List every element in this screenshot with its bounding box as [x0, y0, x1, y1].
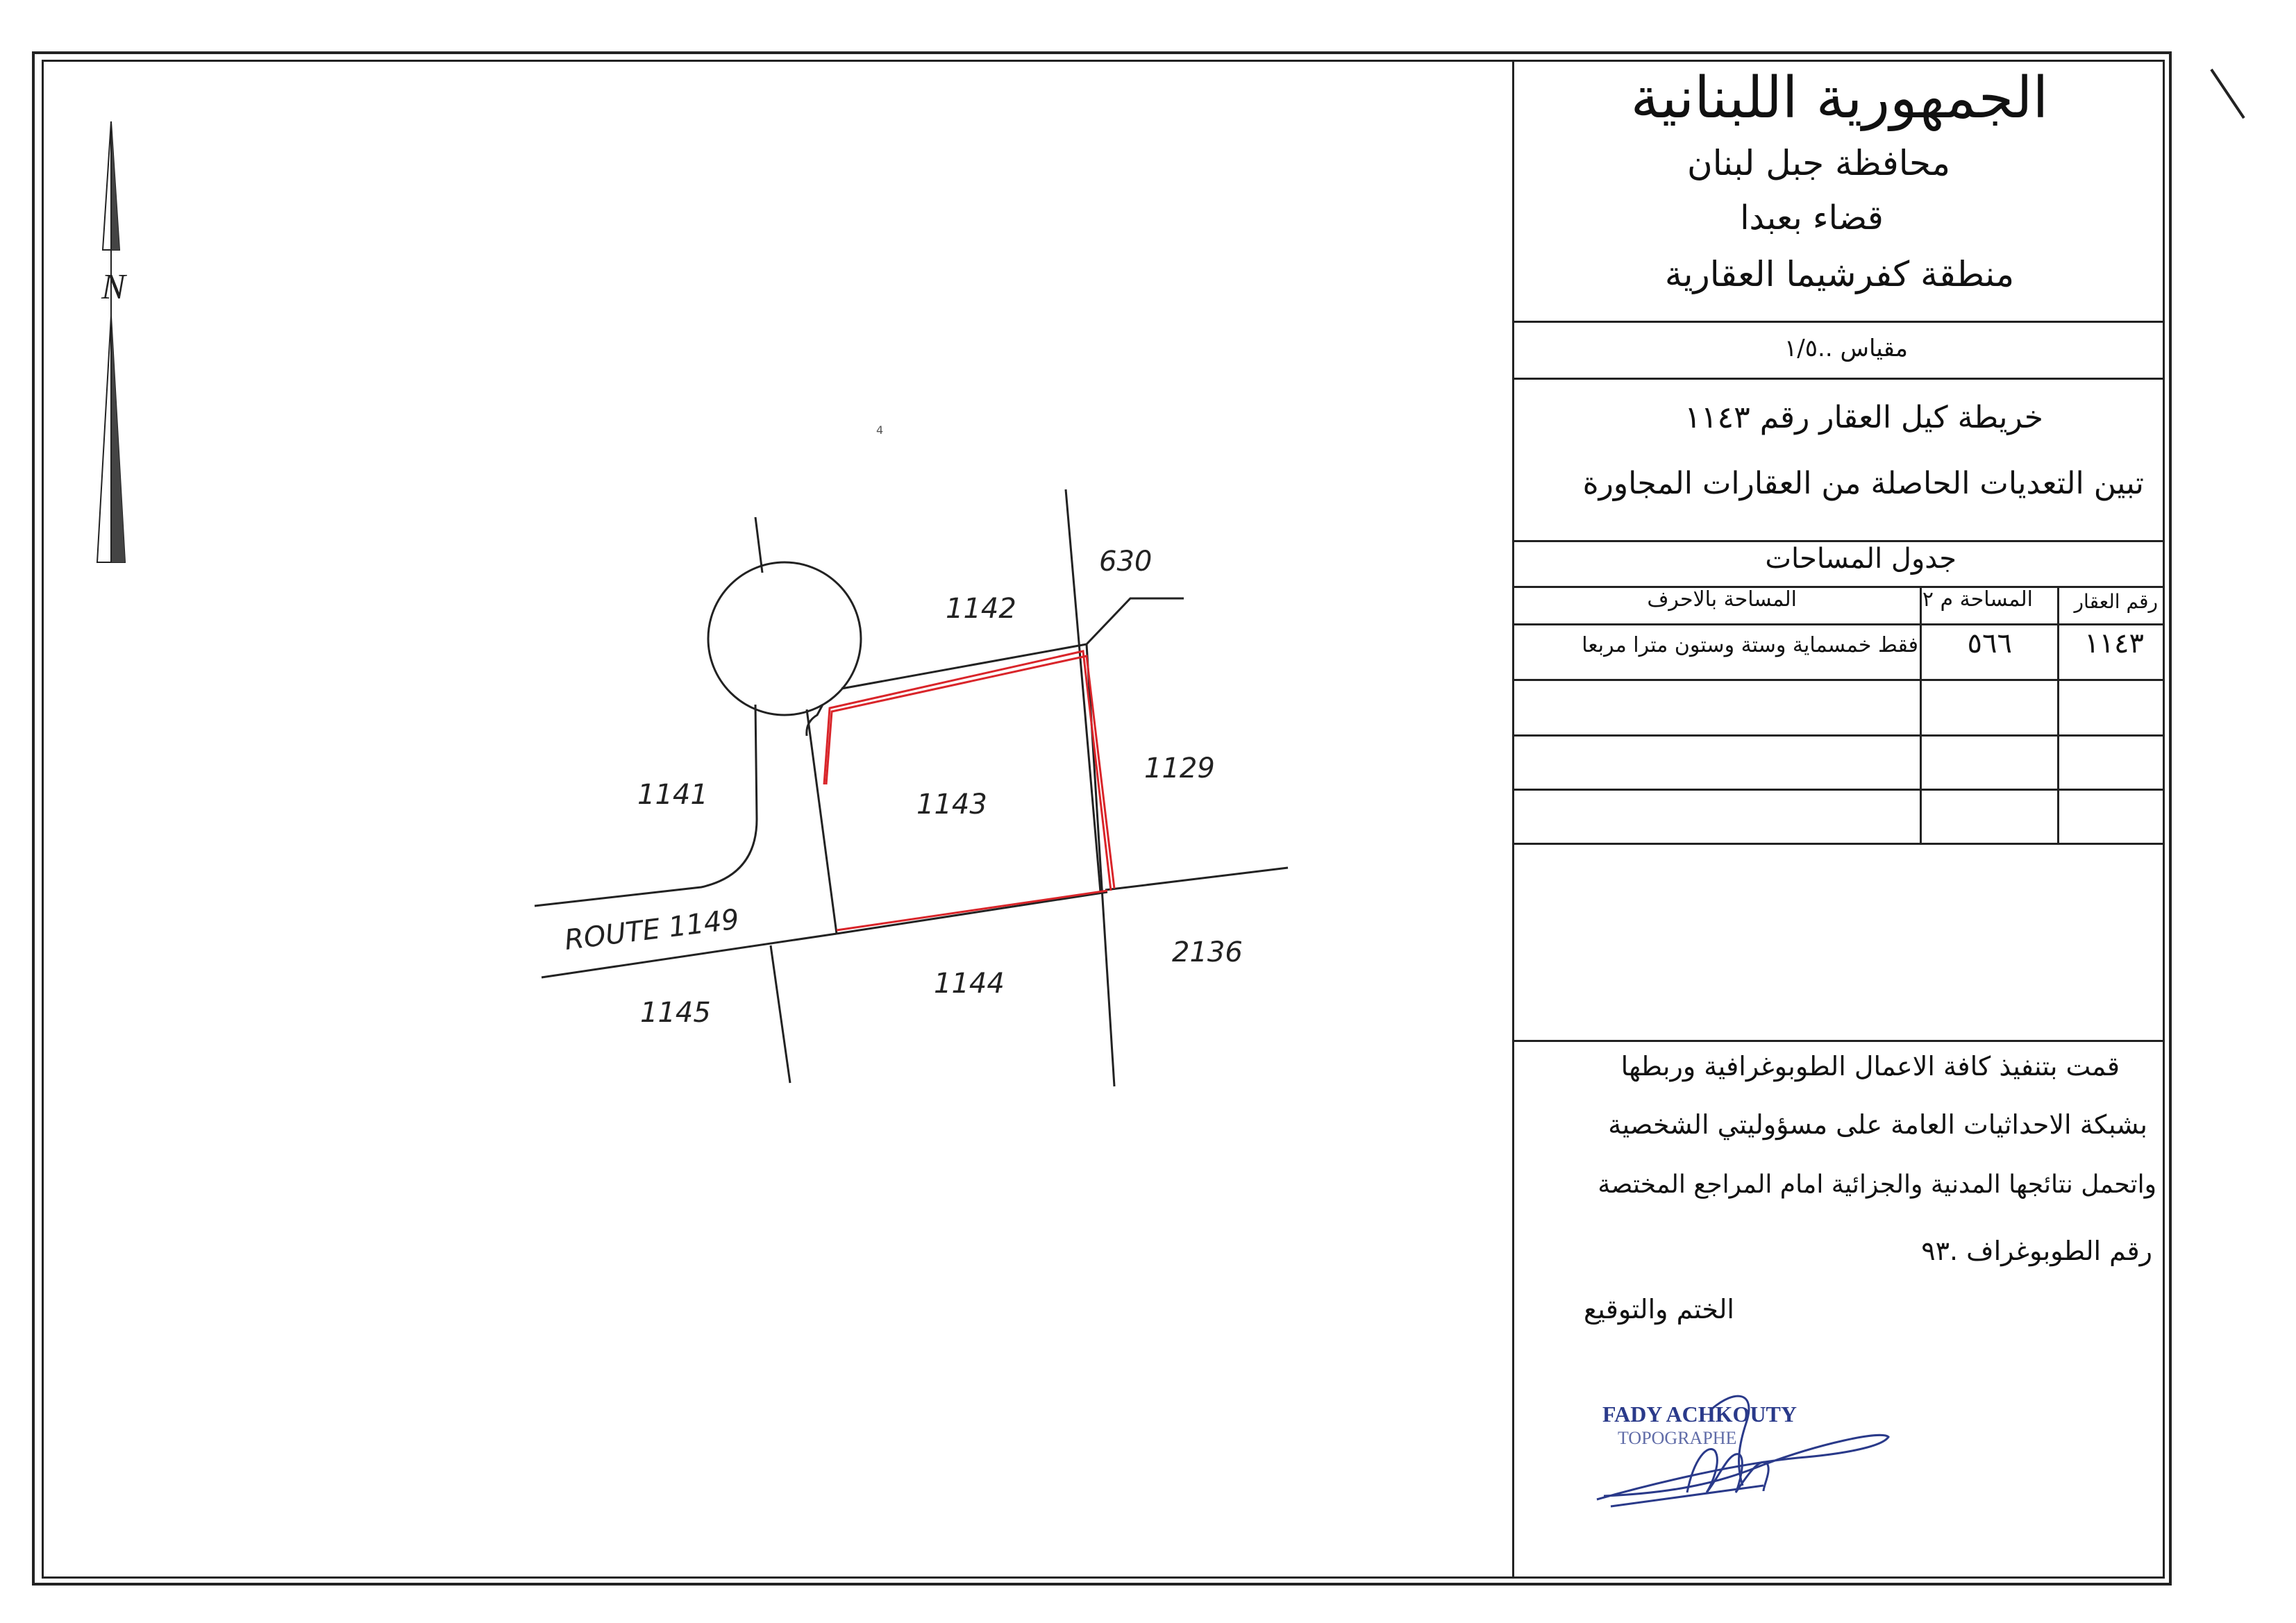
- divider: [1514, 1040, 2165, 1042]
- scale-label: مقياس ..١/٥: [1784, 335, 1908, 362]
- surveyor-number: رقم الطوبوغراف .٩٣: [1921, 1236, 2152, 1266]
- route-label: ROUTE 1149: [562, 903, 741, 957]
- small-mark: 4: [876, 423, 884, 437]
- certification-line-2: بشبكة الاحداثيات العامة على مسؤوليتي الشخصية: [1608, 1109, 2147, 1140]
- parcel-630-label: 630: [1099, 546, 1153, 578]
- stamp-name: FADY ACHKOUTY: [1602, 1402, 1797, 1427]
- parcel-1143-label: 1143: [916, 789, 987, 821]
- table-column-divider: [1920, 586, 1922, 843]
- header-parcel-no: رقم العقار: [2074, 590, 2158, 613]
- north-label: N: [101, 267, 126, 307]
- divider: [1514, 378, 2165, 380]
- certification-line-3: واتحمل نتائجها المدنية والجزائية امام المراجع المختصة: [1598, 1170, 2156, 1199]
- table-column-divider: [2057, 586, 2059, 843]
- info-panel: [1512, 60, 2165, 1579]
- table-row-divider: [1514, 623, 2165, 625]
- table-cell: فقط خمسماية وستة وستون مترا مربعا: [1582, 633, 1918, 657]
- table-row-divider: [1514, 843, 2165, 845]
- district-title: قضاء بعبدا: [1740, 199, 1884, 237]
- parcel-1129-label: 1129: [1144, 752, 1215, 784]
- table-row-divider: [1514, 789, 2165, 791]
- areas-table-title: جدول المساحات: [1765, 543, 1956, 575]
- north-arrow-icon: [97, 121, 125, 562]
- parcel-1145-label: 1145: [640, 997, 711, 1029]
- map-title: خريطة كيل العقار رقم ١١٤٣: [1684, 400, 2043, 435]
- governorate-title: محافظة جبل لبنان: [1686, 143, 1951, 183]
- parcel-1142-label: 1142: [946, 593, 1016, 625]
- header-area-words: المساحة بالاحرف: [1647, 587, 1797, 612]
- divider: [1514, 540, 2165, 542]
- republic-title: الجمهورية اللبنانية: [1630, 65, 2049, 131]
- parcel-1144-label: 1144: [934, 968, 1005, 1000]
- table-row-divider: [1514, 679, 2165, 681]
- table-cell: ٥٦٦: [1967, 628, 2012, 659]
- stamp-signature-label: الختم والتوقيع: [1584, 1294, 1734, 1325]
- zone-title: منطقة كفرشيما العقارية: [1664, 254, 2015, 294]
- parcel-2136-label: 2136: [1172, 936, 1243, 968]
- corner-mark: [2211, 69, 2244, 118]
- map-subtitle: تبين التعديات الحاصلة من العقارات المجاورة: [1582, 466, 2144, 501]
- divider: [1514, 321, 2165, 323]
- certification-line-1: قمت بتنفيذ كافة الاعمال الطوبوغرافية وربطها: [1620, 1051, 2120, 1082]
- parcel-1141-label: 1141: [637, 779, 708, 811]
- table-row-divider: [1514, 734, 2165, 737]
- divider: [1514, 586, 2165, 588]
- signature-stamp: [1590, 1381, 1909, 1513]
- stamp-title: TOPOGRAPHE: [1618, 1428, 1737, 1448]
- header-area-m2: المساحة م ٢: [1922, 587, 2033, 612]
- table-cell: ١١٤٣: [2084, 628, 2144, 659]
